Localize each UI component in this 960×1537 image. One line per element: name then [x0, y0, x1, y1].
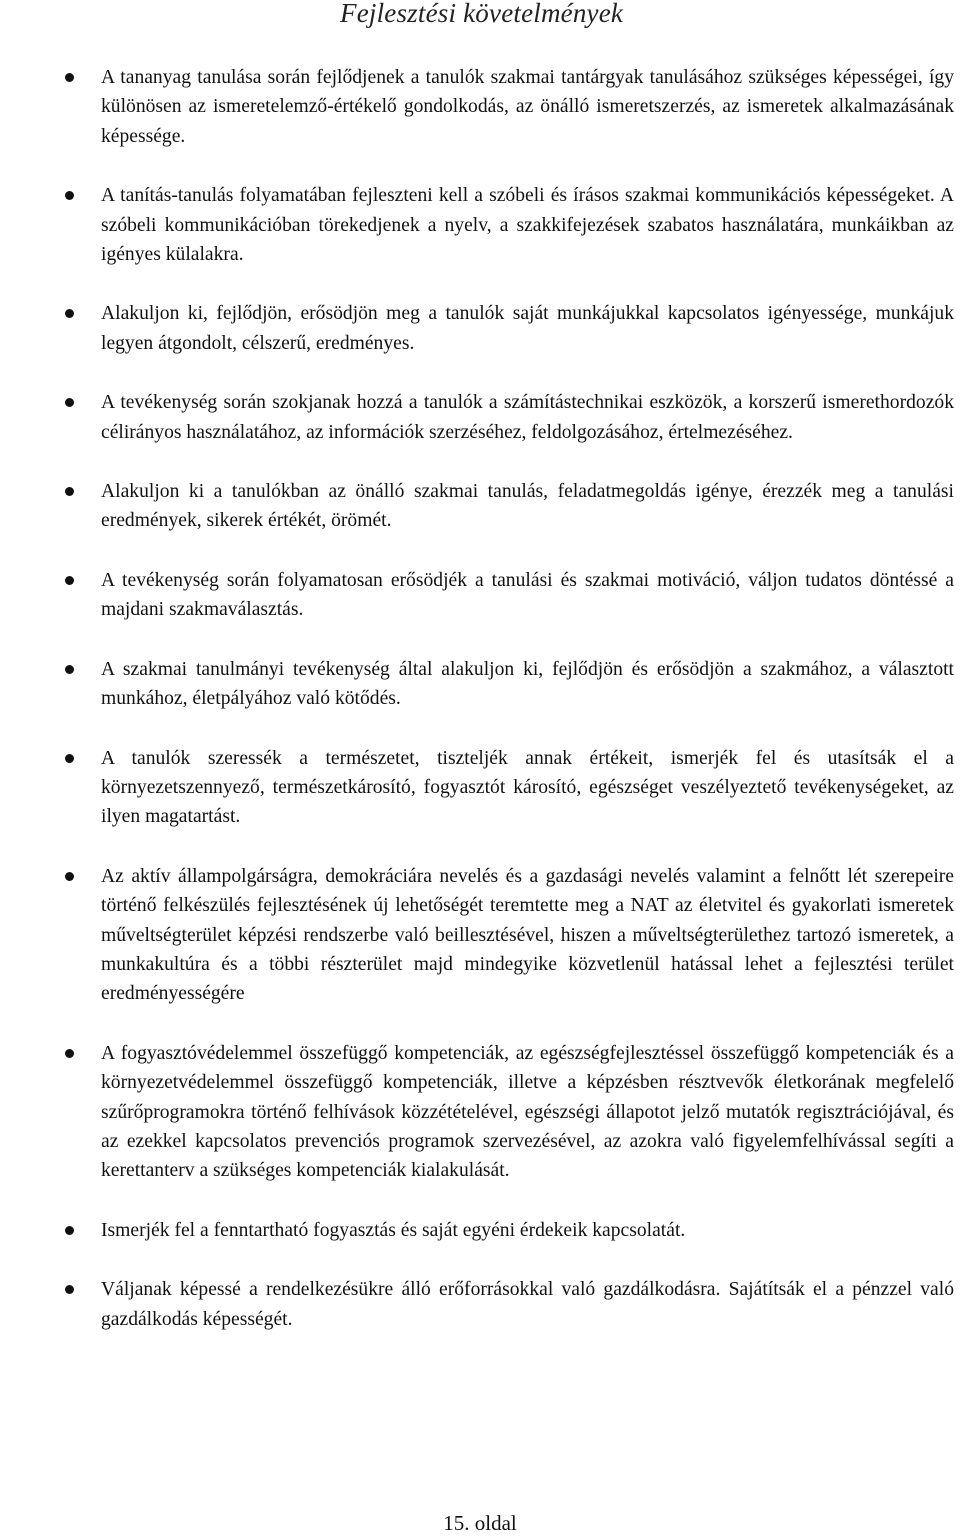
requirements-list [0, 63, 960, 1364]
bullet-icon [65, 1226, 74, 1235]
list-item [0, 1216, 960, 1245]
list-item [0, 477, 960, 536]
bullet-icon [65, 754, 74, 763]
list-item-text: A tevékenység során folyamatosan erősödjék a tanulási és szakmai motiváció, váljon tudatos döntéssé a majdani szakmaválasztás. [101, 569, 954, 621]
page-number: 15. oldal [443, 1511, 517, 1535]
list-item-text: A tevékenység során szokjanak hozzá a tanulók a számítástechnikai eszközök, a korszerű ismerethordozók célirányos használatához, az információk szerzéséhez, feldolgozásához, értelmezéséhez. [101, 392, 954, 443]
list-item [0, 388, 960, 447]
list-item-text: A szakmai tanulmányi tevékenység által alakuljon ki, fejlődjön és erősödjön a szakmához, a választott munkához, életpályához való kötődés. [101, 658, 954, 710]
list-item [0, 1275, 960, 1334]
list-item-text: A fogyasztóvédelemmel összefüggő kompetenciák, az egészségfejlesztéssel összefüggő kompetenciák és a környezetvédelemmel összefüggő kompetenciák, illetve a képzésben résztvevők életkorának megfelelő szűrőprogramokra történő felhívások közzétételével, egészségi állapotot jelző mutatók regisztrációjával, és az ezekkel kapcsolatos prevenciós programok szervezésével, az azokra való figyelemfelhívással segíti a kerettanterv a szükséges kompetenciák kialakulását. [101, 1042, 954, 1182]
list-item-text: Ismerjék fel a fenntartható fogyasztás és saját egyéni érdekeik kapcsolatát. [101, 1219, 686, 1241]
bullet-icon [65, 487, 74, 496]
page-title: Fejlesztési követelmények [340, 0, 624, 28]
bullet-icon [65, 73, 74, 82]
bullet-icon [65, 309, 74, 318]
list-item-text: Az aktív állampolgárságra, demokráciára nevelés és a gazdasági nevelés valamint a felnőtt lét szerepeire történő felkészülés fejlesztésének új lehetőségét teremtette meg a NAT az életvitel és gyakorlati ismeretek műveltségterület képzési rendszerbe való beillesztésével, hiszen a műveltségterülethez tartozó ismeretek, a munkakultúra és a többi részterület majd mindegyike közvetlenül hatással lehet a fejlesztési terület eredményességére [101, 865, 954, 1005]
bullet-icon [65, 665, 74, 674]
bullet-icon [65, 1285, 74, 1294]
list-item [0, 63, 960, 151]
list-item-text: A tanulók szeressék a természetet, tiszteljék annak értékeit, ismerjék fel és utasítsák el a környezetszennyező, természetkárosító, fogyasztót károsító, egészséget veszélyeztető tevékenységeket, az ilyen magatartást. [101, 747, 954, 828]
bullet-icon [65, 1049, 74, 1058]
list-item [0, 566, 960, 625]
list-item [0, 1039, 960, 1186]
bullet-icon [65, 191, 74, 200]
list-item-text: Alakuljon ki, fejlődjön, erősödjön meg a tanulók saját munkájukkal kapcsolatos igényessége, munkájuk legyen átgondolt, célszerű, eredményes. [101, 303, 954, 354]
bullet-icon [65, 576, 74, 585]
list-item [0, 181, 960, 269]
bullet-icon [65, 872, 74, 881]
list-item-text: A tananyag tanulása során fejlődjenek a tanulók szakmai tantárgyak tanulásához szükséges képességei, így különösen az ismeretelemző-értékelő gondolkodás, az önálló ismeretszerzés, az ismeretek alkalmazásának képessége. [101, 67, 954, 147]
list-item [0, 744, 960, 832]
bullet-icon [65, 398, 74, 407]
list-item-text: Váljanak képessé a rendelkezésükre álló erőforrásokkal való gazdálkodásra. Sajátítsák el a pénzzel való gazdálkodás képességét. [101, 1279, 954, 1330]
list-item-text: A tanítás-tanulás folyamatában fejleszteni kell a szóbeli és írásos szakmai kommunikációs képességeket. A szóbeli kommunikációban törekedjenek a nyelv, a szakkifejezések szabatos használatára, munkáikban az igényes külalakra. [101, 185, 954, 266]
list-item [0, 862, 960, 1009]
list-item [0, 299, 960, 358]
list-item [0, 655, 960, 714]
list-item-text: Alakuljon ki a tanulókban az önálló szakmai tanulás, feladatmegoldás igénye, érezzék meg a tanulási eredmények, sikerek értékét, örömét. [101, 481, 954, 532]
